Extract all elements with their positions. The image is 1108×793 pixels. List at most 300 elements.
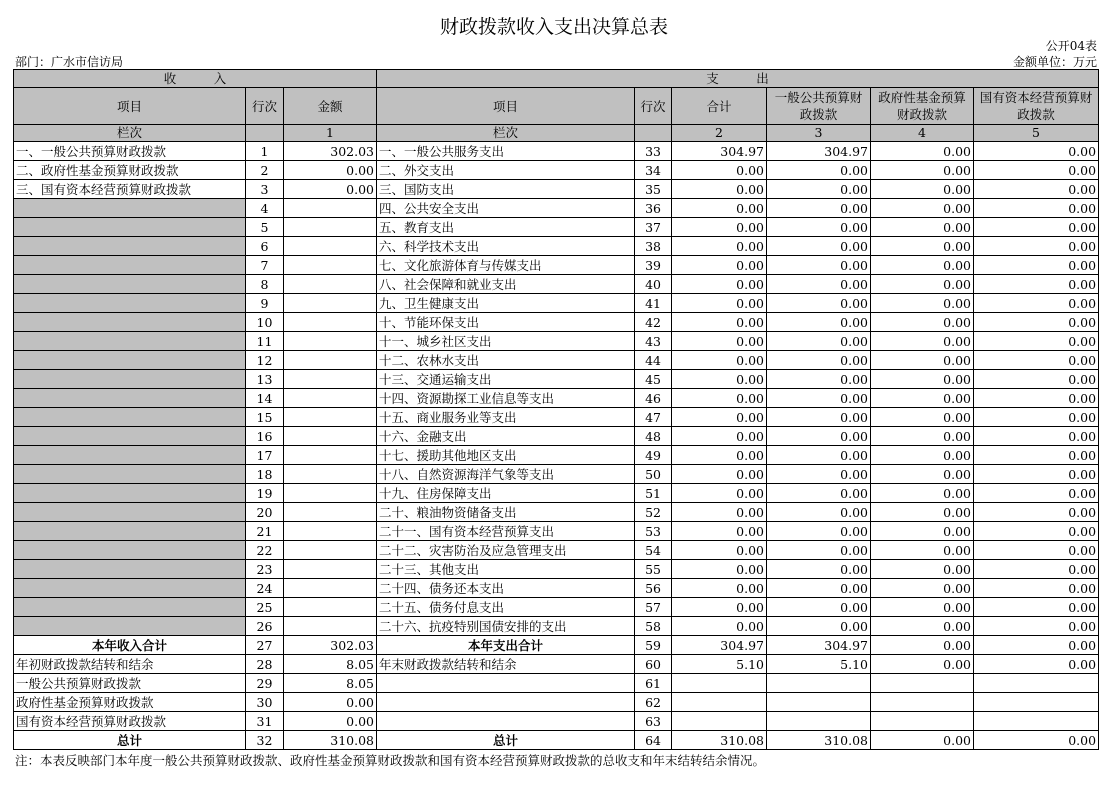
expense-total: 0.00	[672, 161, 767, 180]
col-index-expense-label: 栏次	[377, 125, 635, 142]
section-header-row	[14, 70, 1099, 88]
expense-total	[672, 712, 767, 731]
income-amount	[284, 351, 377, 370]
expense-state: 0.00	[974, 598, 1099, 617]
expense-general	[767, 693, 871, 712]
expense-item: 二十二、灾害防治及应急管理支出	[377, 541, 635, 560]
expense-state: 0.00	[974, 503, 1099, 522]
income-row-no: 10	[246, 313, 284, 332]
col-index-4: 4	[871, 125, 974, 142]
expense-item	[377, 693, 635, 712]
expense-fund: 0.00	[871, 731, 974, 750]
expense-general: 0.00	[767, 427, 871, 446]
header-income-amount: 金额	[284, 88, 377, 125]
expense-row-no: 51	[635, 484, 672, 503]
income-row-no: 20	[246, 503, 284, 522]
income-amount	[284, 370, 377, 389]
expense-fund: 0.00	[871, 370, 974, 389]
expense-fund: 0.00	[871, 294, 974, 313]
income-amount: 8.05	[284, 655, 377, 674]
income-row-no: 31	[246, 712, 284, 731]
header-income-row-no: 行次	[246, 88, 284, 125]
income-amount	[284, 465, 377, 484]
expense-row-no: 41	[635, 294, 672, 313]
expense-item: 八、社会保障和就业支出	[377, 275, 635, 294]
income-amount	[284, 199, 377, 218]
expense-general: 0.00	[767, 598, 871, 617]
expense-state: 0.00	[974, 541, 1099, 560]
expense-state: 0.00	[974, 427, 1099, 446]
income-amount	[284, 313, 377, 332]
income-item: 一般公共预算财政拨款	[14, 674, 246, 693]
page-title: 财政拨款收入支出决算总表	[439, 16, 668, 38]
expense-item: 二十四、债务还本支出	[377, 579, 635, 598]
expense-fund: 0.00	[871, 484, 974, 503]
table-row	[14, 503, 1099, 522]
income-item: 三、国有资本经营预算财政拨款	[14, 180, 246, 199]
expense-state: 0.00	[974, 636, 1099, 655]
income-amount	[284, 256, 377, 275]
department-label: 部门：广水市信访局	[15, 55, 124, 69]
income-row-no: 3	[246, 180, 284, 199]
expense-general: 0.00	[767, 256, 871, 275]
expense-item: 三、国防支出	[377, 180, 635, 199]
expense-state	[974, 712, 1099, 731]
income-item	[14, 332, 246, 351]
income-item	[14, 370, 246, 389]
expense-state: 0.00	[974, 579, 1099, 598]
expense-general: 304.97	[767, 142, 871, 161]
income-item: 总计	[14, 731, 246, 750]
expense-fund: 0.00	[871, 446, 974, 465]
col-index-blank	[246, 125, 284, 142]
unit-label: 金额单位：万元	[1012, 55, 1097, 69]
expense-fund: 0.00	[871, 598, 974, 617]
header-state-capital-budget: 国有资本经营预算财政拨款	[974, 88, 1099, 125]
column-header-row	[14, 88, 1099, 125]
expense-total: 0.00	[672, 256, 767, 275]
table-row	[14, 237, 1099, 256]
expense-row-no: 35	[635, 180, 672, 199]
expense-general: 0.00	[767, 617, 871, 636]
expense-item: 十三、交通运输支出	[377, 370, 635, 389]
expense-state: 0.00	[974, 370, 1099, 389]
expense-general: 0.00	[767, 579, 871, 598]
expense-total: 0.00	[672, 560, 767, 579]
income-amount	[284, 503, 377, 522]
expense-general: 0.00	[767, 484, 871, 503]
income-row-no: 9	[246, 294, 284, 313]
expense-row-no: 63	[635, 712, 672, 731]
table-row	[14, 427, 1099, 446]
expense-fund: 0.00	[871, 237, 974, 256]
income-row-no: 11	[246, 332, 284, 351]
expense-total: 5.10	[672, 655, 767, 674]
income-row-no: 14	[246, 389, 284, 408]
table-row	[14, 674, 1099, 693]
income-item	[14, 446, 246, 465]
income-row-no: 23	[246, 560, 284, 579]
income-amount	[284, 446, 377, 465]
income-row-no: 12	[246, 351, 284, 370]
expense-total: 0.00	[672, 275, 767, 294]
col-index-label: 栏次	[14, 125, 246, 142]
expense-general: 5.10	[767, 655, 871, 674]
expense-row-no: 46	[635, 389, 672, 408]
expense-state: 0.00	[974, 465, 1099, 484]
expense-row-no: 59	[635, 636, 672, 655]
table-row	[14, 693, 1099, 712]
income-amount	[284, 275, 377, 294]
expense-state: 0.00	[974, 256, 1099, 275]
expense-fund: 0.00	[871, 522, 974, 541]
table-row	[14, 731, 1099, 750]
expense-general: 0.00	[767, 313, 871, 332]
income-item	[14, 237, 246, 256]
table-row	[14, 579, 1099, 598]
income-row-no: 30	[246, 693, 284, 712]
income-item	[14, 218, 246, 237]
expense-fund: 0.00	[871, 332, 974, 351]
expense-state	[974, 674, 1099, 693]
expense-row-no: 55	[635, 560, 672, 579]
expense-item: 六、科学技术支出	[377, 237, 635, 256]
income-item	[14, 617, 246, 636]
expense-item: 二十、粮油物资储备支出	[377, 503, 635, 522]
header-general-budget: 一般公共预算财政拨款	[767, 88, 871, 125]
expense-row-no: 42	[635, 313, 672, 332]
table-row	[14, 598, 1099, 617]
income-amount	[284, 598, 377, 617]
expense-fund: 0.00	[871, 256, 974, 275]
expense-row-no: 43	[635, 332, 672, 351]
expense-fund: 0.00	[871, 617, 974, 636]
expense-item	[377, 712, 635, 731]
income-item	[14, 256, 246, 275]
expense-fund: 0.00	[871, 579, 974, 598]
expense-state: 0.00	[974, 237, 1099, 256]
table-row	[14, 256, 1099, 275]
income-amount	[284, 522, 377, 541]
table-row	[14, 465, 1099, 484]
income-row-no: 24	[246, 579, 284, 598]
income-row-no: 25	[246, 598, 284, 617]
income-item: 国有资本经营预算财政拨款	[14, 712, 246, 731]
income-row-no: 1	[246, 142, 284, 161]
expense-state	[974, 693, 1099, 712]
table-row	[14, 275, 1099, 294]
table-row	[14, 142, 1099, 161]
header-expense-row-no: 行次	[635, 88, 672, 125]
expense-fund	[871, 693, 974, 712]
expense-general: 0.00	[767, 351, 871, 370]
income-amount	[284, 579, 377, 598]
income-amount	[284, 617, 377, 636]
expense-state: 0.00	[974, 161, 1099, 180]
col-index-2: 2	[672, 125, 767, 142]
income-row-no: 32	[246, 731, 284, 750]
expense-general: 0.00	[767, 446, 871, 465]
expense-fund: 0.00	[871, 180, 974, 199]
table-row	[14, 408, 1099, 427]
income-row-no: 22	[246, 541, 284, 560]
income-item	[14, 408, 246, 427]
expense-total: 0.00	[672, 522, 767, 541]
expense-item: 总计	[377, 731, 635, 750]
income-amount: 310.08	[284, 731, 377, 750]
table-row	[14, 484, 1099, 503]
income-row-no: 19	[246, 484, 284, 503]
expense-general: 0.00	[767, 237, 871, 256]
expense-general: 0.00	[767, 560, 871, 579]
income-amount	[284, 541, 377, 560]
form-code: 公开04表	[1045, 39, 1097, 53]
income-item	[14, 427, 246, 446]
expense-general: 0.00	[767, 161, 871, 180]
income-amount: 0.00	[284, 712, 377, 731]
col-index-blank	[635, 125, 672, 142]
expense-fund: 0.00	[871, 465, 974, 484]
expense-row-no: 45	[635, 370, 672, 389]
expense-row-no: 57	[635, 598, 672, 617]
income-amount	[284, 560, 377, 579]
expense-total: 0.00	[672, 617, 767, 636]
expense-general: 0.00	[767, 465, 871, 484]
expense-fund: 0.00	[871, 636, 974, 655]
expense-item: 十七、援助其他地区支出	[377, 446, 635, 465]
expense-general: 0.00	[767, 522, 871, 541]
income-item	[14, 560, 246, 579]
expense-item: 二十五、债务付息支出	[377, 598, 635, 617]
expense-total: 0.00	[672, 313, 767, 332]
expense-fund	[871, 674, 974, 693]
expense-general: 0.00	[767, 541, 871, 560]
income-amount	[284, 389, 377, 408]
income-row-no: 13	[246, 370, 284, 389]
expense-fund: 0.00	[871, 503, 974, 522]
income-item: 年初财政拨款结转和结余	[14, 655, 246, 674]
header-total: 合计	[672, 88, 767, 125]
expense-item: 二十六、抗疫特别国债安排的支出	[377, 617, 635, 636]
expense-state: 0.00	[974, 199, 1099, 218]
expense-state: 0.00	[974, 408, 1099, 427]
expense-fund: 0.00	[871, 655, 974, 674]
income-row-no: 29	[246, 674, 284, 693]
income-amount	[284, 408, 377, 427]
expense-total	[672, 693, 767, 712]
footnote: 注：本表反映部门本年度一般公共预算财政拨款、政府性基金预算财政拨款和国有资本经营预算财政拨款的总收支和年末结转结余情况。	[15, 753, 766, 768]
expense-total: 0.00	[672, 199, 767, 218]
expense-item: 四、公共安全支出	[377, 199, 635, 218]
table-row	[14, 180, 1099, 199]
expense-row-no: 62	[635, 693, 672, 712]
table-row	[14, 351, 1099, 370]
income-amount	[284, 294, 377, 313]
expense-general	[767, 674, 871, 693]
expense-fund: 0.00	[871, 560, 974, 579]
expense-general	[767, 712, 871, 731]
header-income-item: 项目	[14, 88, 246, 125]
expense-general: 0.00	[767, 408, 871, 427]
expense-item: 十八、自然资源海洋气象等支出	[377, 465, 635, 484]
income-row-no: 6	[246, 237, 284, 256]
income-item	[14, 541, 246, 560]
expense-fund: 0.00	[871, 218, 974, 237]
table-row	[14, 389, 1099, 408]
income-item	[14, 503, 246, 522]
expense-row-no: 33	[635, 142, 672, 161]
expense-state: 0.00	[974, 446, 1099, 465]
expense-general: 0.00	[767, 503, 871, 522]
income-row-no: 21	[246, 522, 284, 541]
income-item	[14, 598, 246, 617]
expense-row-no: 54	[635, 541, 672, 560]
expense-row-no: 48	[635, 427, 672, 446]
income-item: 二、政府性基金预算财政拨款	[14, 161, 246, 180]
income-item	[14, 313, 246, 332]
expense-total	[672, 674, 767, 693]
expense-row-no: 52	[635, 503, 672, 522]
expense-fund: 0.00	[871, 199, 974, 218]
expense-fund: 0.00	[871, 313, 974, 332]
expense-row-no: 53	[635, 522, 672, 541]
income-item	[14, 579, 246, 598]
expense-total: 0.00	[672, 218, 767, 237]
expense-total: 0.00	[672, 294, 767, 313]
expense-total: 0.00	[672, 446, 767, 465]
income-row-no: 26	[246, 617, 284, 636]
expense-item: 本年支出合计	[377, 636, 635, 655]
expense-general: 0.00	[767, 199, 871, 218]
expense-row-no: 47	[635, 408, 672, 427]
expense-general: 310.08	[767, 731, 871, 750]
expense-state: 0.00	[974, 731, 1099, 750]
expense-state: 0.00	[974, 351, 1099, 370]
expense-item	[377, 674, 635, 693]
income-item	[14, 199, 246, 218]
expense-total: 0.00	[672, 503, 767, 522]
expense-row-no: 50	[635, 465, 672, 484]
table-row	[14, 199, 1099, 218]
column-index-row	[14, 125, 1099, 142]
table-row	[14, 370, 1099, 389]
table-row	[14, 522, 1099, 541]
income-item	[14, 294, 246, 313]
expense-row-no: 40	[635, 275, 672, 294]
expense-item: 二十一、国有资本经营预算支出	[377, 522, 635, 541]
income-row-no: 7	[246, 256, 284, 275]
expense-row-no: 39	[635, 256, 672, 275]
expense-item: 五、教育支出	[377, 218, 635, 237]
income-item	[14, 351, 246, 370]
income-section-label: 收 入	[14, 70, 377, 88]
table-row	[14, 636, 1099, 655]
expense-general: 0.00	[767, 370, 871, 389]
expense-item: 十一、城乡社区支出	[377, 332, 635, 351]
expense-row-no: 34	[635, 161, 672, 180]
expense-state: 0.00	[974, 389, 1099, 408]
income-item	[14, 465, 246, 484]
col-index-1: 1	[284, 125, 377, 142]
income-amount: 0.00	[284, 161, 377, 180]
expense-total: 0.00	[672, 180, 767, 199]
income-item	[14, 484, 246, 503]
expense-row-no: 58	[635, 617, 672, 636]
income-row-no: 2	[246, 161, 284, 180]
expense-row-no: 64	[635, 731, 672, 750]
expense-state: 0.00	[974, 655, 1099, 674]
income-row-no: 16	[246, 427, 284, 446]
income-amount	[284, 484, 377, 503]
expense-general: 0.00	[767, 294, 871, 313]
income-row-no: 4	[246, 199, 284, 218]
expense-state: 0.00	[974, 294, 1099, 313]
expense-fund: 0.00	[871, 351, 974, 370]
table-row	[14, 218, 1099, 237]
expense-fund: 0.00	[871, 161, 974, 180]
expense-item: 十六、金融支出	[377, 427, 635, 446]
expense-item: 一、一般公共服务支出	[377, 142, 635, 161]
income-amount	[284, 218, 377, 237]
expense-item: 十、节能环保支出	[377, 313, 635, 332]
col-index-5: 5	[974, 125, 1099, 142]
table-row	[14, 655, 1099, 674]
expense-row-no: 60	[635, 655, 672, 674]
table-row	[14, 617, 1099, 636]
expense-total: 0.00	[672, 427, 767, 446]
col-index-3: 3	[767, 125, 871, 142]
expense-state: 0.00	[974, 218, 1099, 237]
income-row-no: 8	[246, 275, 284, 294]
expense-total: 0.00	[672, 465, 767, 484]
table-row	[14, 161, 1099, 180]
expense-general: 0.00	[767, 332, 871, 351]
expense-item: 十四、资源勘探工业信息等支出	[377, 389, 635, 408]
expense-state: 0.00	[974, 313, 1099, 332]
expense-item: 二十三、其他支出	[377, 560, 635, 579]
expense-row-no: 61	[635, 674, 672, 693]
expense-item: 七、文化旅游体育与传媒支出	[377, 256, 635, 275]
income-row-no: 5	[246, 218, 284, 237]
expense-fund: 0.00	[871, 275, 974, 294]
income-item	[14, 389, 246, 408]
table-row	[14, 332, 1099, 351]
expense-row-no: 56	[635, 579, 672, 598]
income-row-no: 17	[246, 446, 284, 465]
expense-item: 十五、商业服务业等支出	[377, 408, 635, 427]
header-expense-item: 项目	[377, 88, 635, 125]
expense-total: 304.97	[672, 636, 767, 655]
expense-row-no: 38	[635, 237, 672, 256]
expense-total: 0.00	[672, 389, 767, 408]
expense-state: 0.00	[974, 275, 1099, 294]
expense-total: 304.97	[672, 142, 767, 161]
table-row	[14, 541, 1099, 560]
expense-fund: 0.00	[871, 408, 974, 427]
expense-general: 0.00	[767, 218, 871, 237]
income-amount: 302.03	[284, 636, 377, 655]
expense-state: 0.00	[974, 180, 1099, 199]
expense-general: 304.97	[767, 636, 871, 655]
expense-item: 年末财政拨款结转和结余	[377, 655, 635, 674]
budget-table	[13, 69, 1099, 750]
income-row-no: 15	[246, 408, 284, 427]
expense-state: 0.00	[974, 142, 1099, 161]
table-row	[14, 294, 1099, 313]
expense-state: 0.00	[974, 617, 1099, 636]
expense-state: 0.00	[974, 332, 1099, 351]
expense-fund	[871, 712, 974, 731]
